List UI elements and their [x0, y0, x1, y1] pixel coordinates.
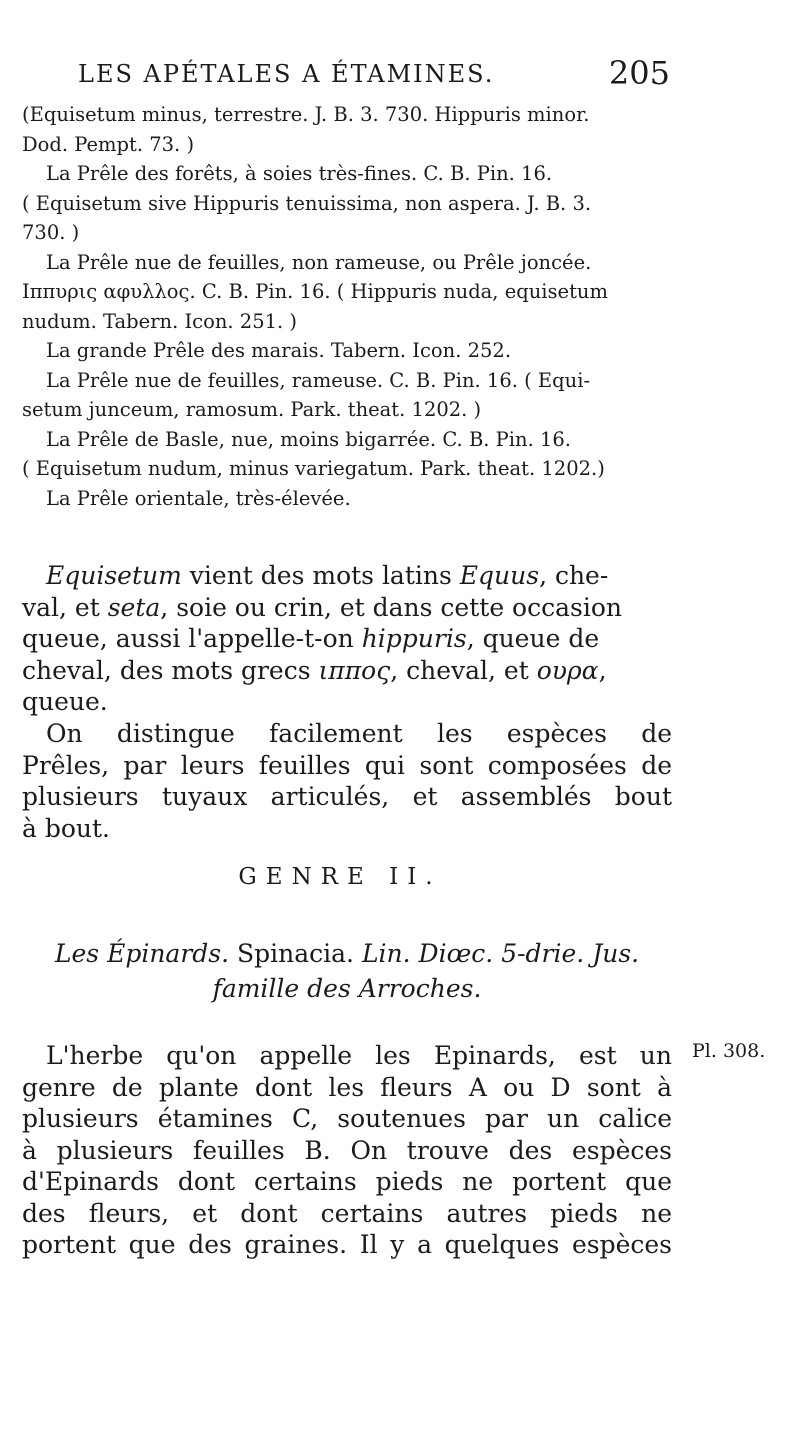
- reference-line: nudum. Tabern. Icon. 251. ): [22, 309, 298, 333]
- paragraph-line: queue, aussi l'appelle-t-on hippuris, queue de: [22, 624, 600, 653]
- etymology-paragraph: [22, 560, 672, 718]
- paragraph-line: Equisetum vient des mots latins Equus, che-: [46, 561, 609, 590]
- paragraph-line: d'Epinards dont certains pieds ne portent que: [22, 1167, 672, 1196]
- reference-line: La Prêle orientale, très-élevée.: [46, 486, 351, 510]
- reference-line: (Equisetum minus, terrestre. J. B. 3. 730. Hippuris minor.: [22, 103, 590, 126]
- paragraph-line: On distingue facilement les espèces de: [46, 719, 672, 748]
- reference-line: 730. ): [22, 221, 80, 244]
- genus-family-line: famille des Arroches.: [212, 974, 482, 1003]
- genre-heading: GENRE II.: [238, 864, 442, 890]
- paragraph-line: genre de plante dont les fleurs A ou D sont à: [22, 1072, 672, 1102]
- running-head-title: LES APÉTALES A ÉTAMINES.: [78, 60, 495, 88]
- reference-line: Ιππυρις αφυλλος. C. B. Pin. 16. ( Hippuris nuda, equisetum: [22, 280, 608, 303]
- running-head: [78, 54, 670, 94]
- paragraph-line: val, et seta, soie ou crin, et dans cette occasion: [22, 592, 622, 622]
- description-paragraph: [22, 1040, 672, 1261]
- reference-line: setum junceum, ramosum. Park. theat. 1202. ): [22, 398, 482, 421]
- paragraph-line: à plusieurs feuilles B. On trouve des espèces: [22, 1135, 672, 1165]
- reference-line: La Prêle de Basle, nue, moins bigarrée. C. B. Pin. 16.: [46, 427, 571, 451]
- reference-line: La Prêle nue de feuilles, rameuse. C. B. Pin. 16. ( Equi-: [46, 368, 591, 392]
- genus-title-line: Les Épinards. Spinacia. Lin. Diœc. 5-drie. Jus.: [54, 939, 640, 968]
- plate-reference: Pl. 308.: [692, 1040, 766, 1062]
- page-number: 205: [608, 54, 670, 92]
- paragraph-line: plusieurs étamines C, soutenues par un calice: [22, 1104, 672, 1133]
- reference-line: La Prêle des forêts, à soies très-fines. C. B. Pin. 16.: [46, 162, 553, 185]
- paragraph-line: Prêles, par leurs feuilles qui sont composées de: [22, 750, 672, 780]
- reference-line: La grande Prêle des marais. Tabern. Icon. 252.: [46, 339, 512, 362]
- genus-title: [22, 936, 672, 1006]
- paragraph-line: à bout.: [22, 813, 111, 843]
- reference-line: ( Equisetum nudum, minus variegatum. Park. theat. 1202.): [22, 457, 605, 480]
- paragraph-line: L'herbe qu'on appelle les Epinards, est un: [46, 1041, 672, 1070]
- synonym-references: [22, 100, 672, 513]
- paragraph-line: cheval, des mots grecs ιππος, cheval, et ουρα,: [22, 655, 607, 685]
- reference-line: ( Equisetum sive Hippuris tenuissima, non aspera. J. B. 3.: [22, 191, 592, 215]
- paragraph-line: plusieurs tuyaux articulés, et assemblés bout: [22, 782, 672, 811]
- reference-line: La Prêle nue de feuilles, non rameuse, ou Prêle joncée.: [46, 250, 592, 274]
- reference-line: Dod. Pempt. 73. ): [22, 132, 195, 156]
- paragraph-line: queue.: [22, 687, 108, 716]
- paragraph-line: portent que des graines. Il y a quelques espèces: [22, 1230, 672, 1259]
- paragraph-line: des fleurs, et dont certains autres pieds ne: [22, 1198, 672, 1228]
- distinction-paragraph: [22, 718, 672, 844]
